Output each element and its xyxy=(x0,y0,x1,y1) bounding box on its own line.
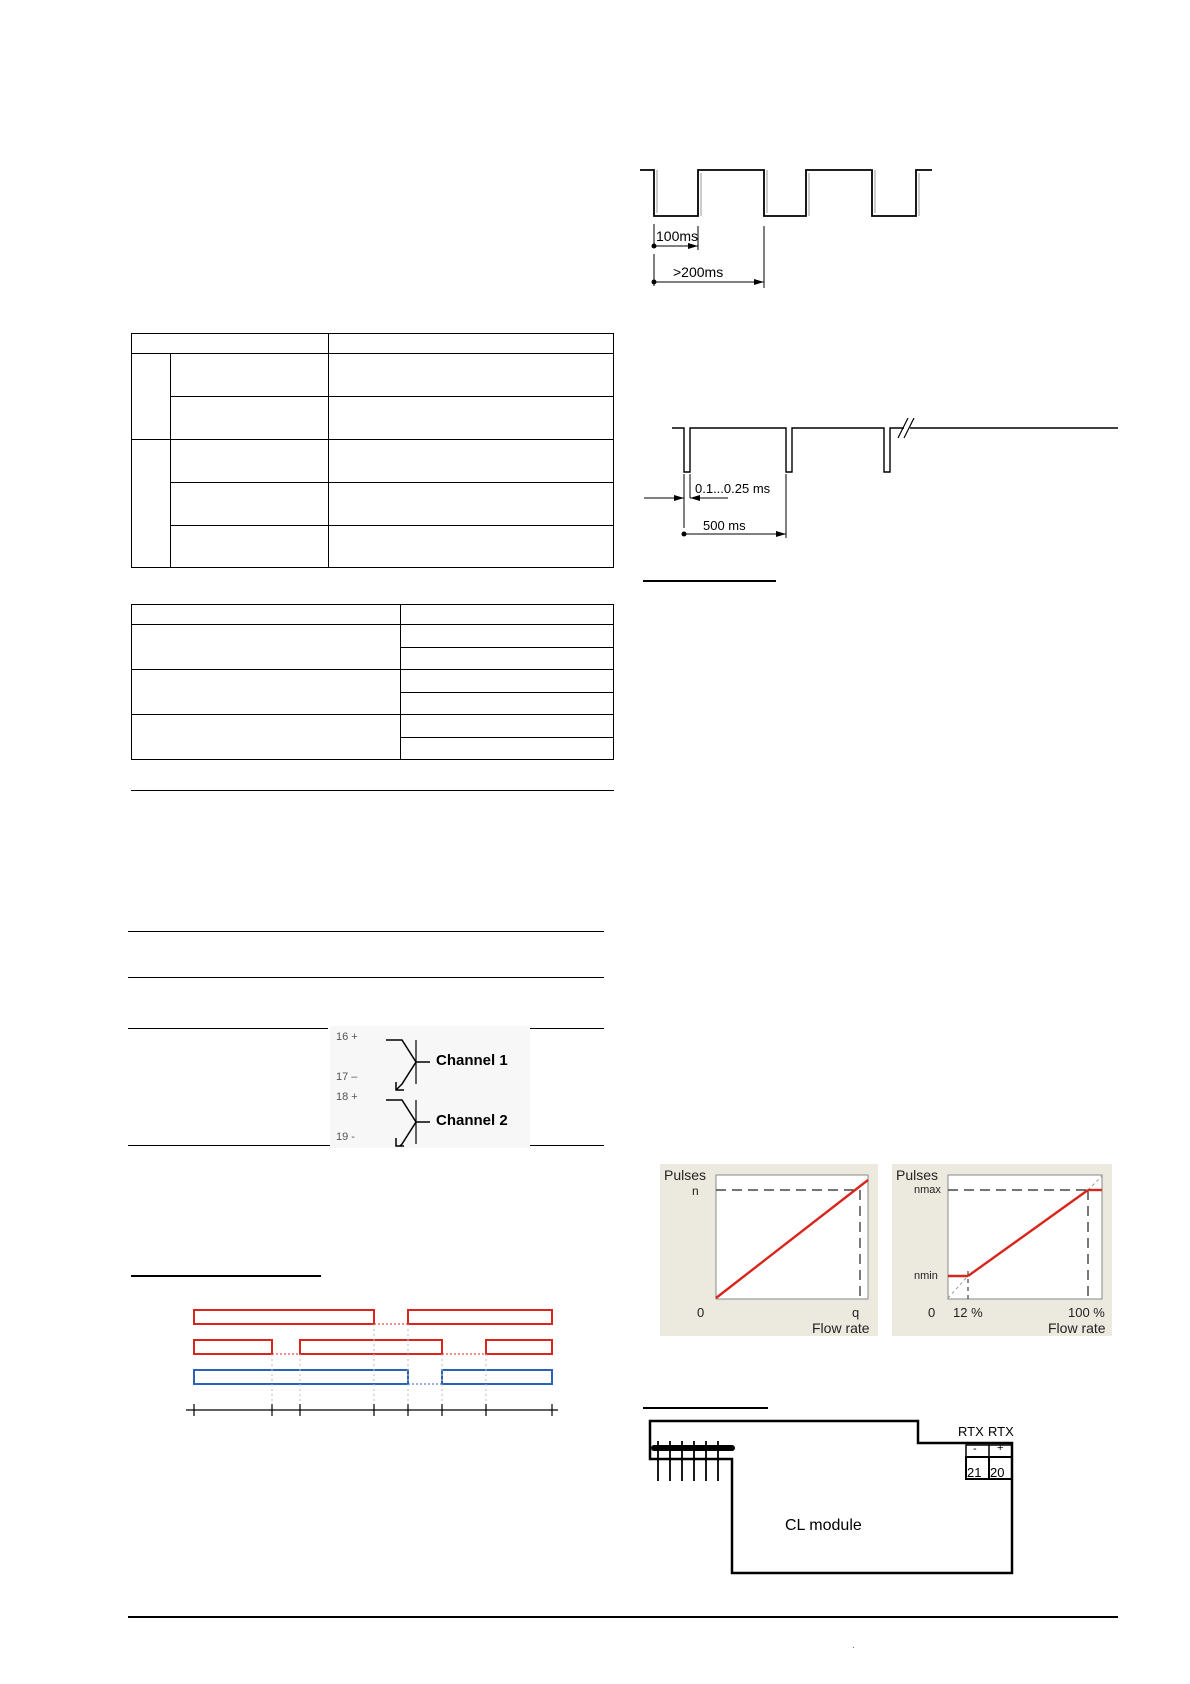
graph-right-x-title: Flow rate xyxy=(1048,1320,1106,1336)
table-cell xyxy=(170,397,328,440)
table-header-cell xyxy=(132,334,329,354)
rule xyxy=(520,1028,604,1029)
table-header-cell xyxy=(401,605,614,625)
cl-module-label: CL module xyxy=(785,1517,862,1534)
terminal-17: 17 – xyxy=(336,1071,358,1083)
channel-diagram xyxy=(330,1026,530,1148)
table-group-cell xyxy=(132,354,171,440)
table-cell xyxy=(328,526,613,568)
terminal-19: 19 - xyxy=(336,1131,355,1143)
footer-mark: . xyxy=(852,1640,855,1651)
table-cell xyxy=(401,648,614,670)
table-cell xyxy=(401,715,614,738)
table-cell xyxy=(401,625,614,648)
table-cell xyxy=(170,440,328,483)
table-cell xyxy=(132,670,401,715)
pin-21: 21 xyxy=(967,1465,982,1480)
graph-right-y-title: Pulses xyxy=(896,1167,939,1183)
timing-diagram xyxy=(180,1300,560,1424)
table-cell xyxy=(328,440,613,483)
timing-bar-red xyxy=(408,1310,552,1324)
table-header-cell xyxy=(328,334,613,354)
graph-offset xyxy=(892,1164,1112,1336)
rule xyxy=(131,790,614,791)
timing-bar-blue xyxy=(194,1370,408,1384)
config-table-1 xyxy=(131,333,614,568)
label-pulse-width: 0.1...0.25 ms xyxy=(695,481,771,496)
table-header-cell xyxy=(132,605,401,625)
table-cell xyxy=(401,693,614,715)
table-cell xyxy=(328,397,613,440)
graph-left-y-title: Pulses xyxy=(664,1167,707,1183)
table-group-cell xyxy=(132,440,171,568)
graph-linear xyxy=(660,1164,878,1336)
graph-right-y-top: nmax xyxy=(914,1184,941,1196)
graph-right-x-mid: 12 % xyxy=(953,1305,983,1320)
section-underline xyxy=(131,1275,321,1277)
timing-bar-red xyxy=(194,1310,374,1324)
table-cell xyxy=(328,483,613,526)
channel-2-label: Channel 2 xyxy=(436,1112,508,1129)
terminal-16: 16 + xyxy=(336,1031,358,1043)
label-100ms: 100ms xyxy=(656,228,699,244)
rtx-right-label: RTX xyxy=(988,1424,1014,1439)
table-cell xyxy=(401,670,614,693)
rule xyxy=(128,1028,328,1029)
rule xyxy=(128,977,604,978)
footer-rule xyxy=(128,1616,1118,1618)
section-underline xyxy=(643,580,776,582)
graph-left-x-end: q xyxy=(852,1305,860,1320)
timing-bar-red xyxy=(486,1340,552,1354)
timing-bar-blue xyxy=(442,1370,552,1384)
graph-left-x-zero: 0 xyxy=(697,1305,705,1320)
section-underline xyxy=(643,1407,768,1409)
cl-module-diagram xyxy=(640,1415,1020,1580)
table-cell xyxy=(328,354,613,397)
graph-right-x-end: 100 % xyxy=(1068,1305,1105,1320)
rule xyxy=(128,931,604,932)
channel-1-label: Channel 1 xyxy=(436,1052,508,1069)
table-cell xyxy=(401,738,614,760)
timing-bar-red xyxy=(300,1340,442,1354)
graph-right-x-zero: 0 xyxy=(928,1305,936,1320)
polarity-minus: - xyxy=(973,1443,977,1455)
table-cell xyxy=(170,526,328,568)
rtx-left-label: RTX xyxy=(958,1424,984,1439)
label-pulse-period: 500 ms xyxy=(703,518,746,533)
pin-20: 20 xyxy=(990,1465,1005,1480)
table-cell xyxy=(170,354,328,397)
table-cell xyxy=(132,625,401,670)
timing-bar-red xyxy=(194,1340,272,1354)
table-cell xyxy=(170,483,328,526)
graph-right-y-bottom: nmin xyxy=(914,1270,938,1282)
graph-left-x-title: Flow rate xyxy=(812,1320,870,1336)
graph-left-y-top: n xyxy=(692,1184,699,1198)
polarity-plus: + xyxy=(997,1442,1004,1454)
label-200ms: >200ms xyxy=(673,264,724,280)
table-cell xyxy=(132,715,401,760)
config-table-2 xyxy=(131,604,614,760)
terminal-18: 18 + xyxy=(336,1091,358,1103)
